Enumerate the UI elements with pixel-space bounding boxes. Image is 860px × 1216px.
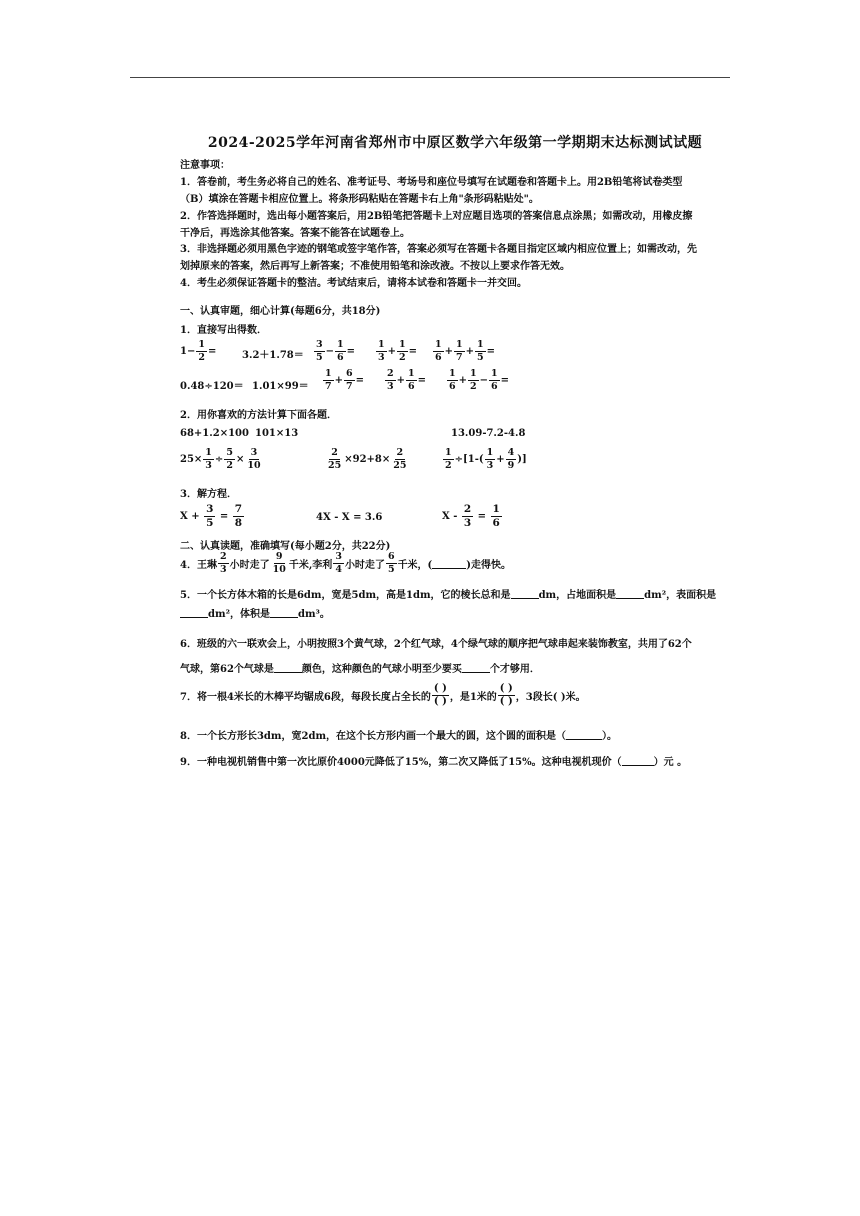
equation-1: X + $\frac{3}{5}$ = $\frac{7}{8}$ [180,503,243,529]
expr-9: $\frac{2}{3}$ + $\frac{1}{6}$ = [387,368,427,392]
q2-row-2 [180,446,730,486]
question-9: 9．一种电视机销售中第一次比原价4000元降低了15%，第二次又降低了15%。这种电视机现价（ ）元 。 [180,757,688,768]
section1-heading: 一、认真审题，细心计算(每题6分，共18分) [180,306,381,317]
answer-blank[interactable] [511,588,539,599]
expr-7: 1.01×99＝ [252,381,309,392]
question-6: 6．班级的六一联欢会上，小明按照3个黄气球，2个红气球，4个绿气球的顺序把气球串起来装饰教室，共用了62个 气球，第62个气球是 颜色，这种颜色的气球小明至少要买 个才够用． [180,639,692,675]
fraction: $\frac{1}{2}$ [198,339,205,363]
section2-heading: 二、认真读题，准确填写(每小题2分，共22分) [180,541,391,552]
calc-4: 25× $\frac{1}{3}$ ÷ $\frac{5}{2}$ × $\frac{3}{10}$ [180,447,261,471]
expr-8: $\frac{1}{7}$ + $\frac{6}{7}$ = [325,368,365,392]
expr-10: $\frac{1}{6}$ + $\frac{1}{2}$ − $\frac{1}{6}$ = [449,368,510,392]
answer-blank[interactable] [616,588,644,599]
question-5: 5．一个长方体木箱的长是6dm，宽是5dm，高是1dm，它的棱长总和是 dm，占地面积是 dm²，表面积是 dm²，体积是 dm³。 [180,590,717,620]
notice-item-3b: 划掉原来的答案，然后再写上新答案；不准使用铅笔和涂改液。不按以上要求作答无效。 [180,261,570,272]
page-title: 2024-2025学年河南省郑州市中原区数学六年级第一学期期末达标测试试题 [207,135,703,151]
answer-blank[interactable] [274,662,302,673]
notice-heading: 注意事项： [180,160,230,171]
question-8: 8．一个长方形长3dm，宽2dm，在这个长方形内画一个最大的圆，这个圆的面积是（ ）。 [180,731,618,742]
notice-item-4: 4．考生必须保证答题卡的整洁。考试结束后，请将本试卷和答题卡一并交回。 [180,278,527,289]
q2-row-1 [180,428,730,448]
expr-3: $\frac{3}{5}$ − $\frac{1}{6}$ = [316,339,356,363]
answer-blank[interactable] [566,729,602,740]
answer-blank[interactable] [622,755,654,766]
expr-4: $\frac{1}{3}$ + $\frac{1}{2}$ = [378,339,418,363]
answer-blank[interactable] [180,607,208,618]
calc-6: $\frac{1}{2}$ ÷[1-( $\frac{1}{3}$ + $\frac{4}{9}$ )] [445,447,527,471]
calc-2: 101×13 [255,428,299,439]
answer-fraction[interactable]: $\frac{( )}{( )}$ [499,683,513,707]
answer-blank[interactable] [462,662,490,673]
notice-item-2a: 2．作答选择题时，选出每小题答案后，用2B铅笔把答题卡上对应题目选项的答案信息点涂黑；如需改动，用橡皮擦 [180,211,693,222]
question-7: 7．将一根4米长的木棒平均锯成6段，每段长度占全长的 $\frac{( )}{( )}$ ，是1米的 $\frac{( )}{( )}$ ，3段长( )米。 [180,683,586,707]
notice-item-1b: （B）填涂在答题卡相应位置上。将条形码粘贴在答题卡右上角"条形码粘贴处"。 [180,194,539,205]
q3-row [180,502,730,542]
notice-item-1a: 1．答卷前，考生务必将自己的姓名、准考证号、考场号和座位号填写在试题卷和答题卡上。用2B铅笔将试卷类型 [180,177,683,188]
question-3: 3．解方程． [180,489,237,500]
answer-blank[interactable] [432,558,466,569]
answer-blank[interactable] [270,607,298,618]
equation-2: 4X - X = 3.6 [316,512,383,523]
question-1: 1．直接写出得数． [180,325,267,336]
expr-6: 0.48÷120＝ [180,381,244,392]
expr-2: 3.2＋1.78＝ [242,350,304,361]
calc-3: 13.09-7.2-4.8 [451,428,526,439]
equation-3: X - $\frac{2}{3}$ = $\frac{1}{6}$ [442,503,500,529]
notice-item-3a: 3．非选择题必须用黑色字迹的钢笔或签字笔作答，答案必须写在答题卡各题目指定区域内相应位置上；如需改动，先 [180,244,697,255]
question-4: 4．王琳 $\frac{2}{3}$ 小时走了 $\frac{9}{10}$ 千米,李利 $\frac{3}{4}$ 小时走了 $\frac{6}{5}$ 千米，( )走得快。 [180,551,512,575]
header-rule [130,77,730,78]
calc-1: 68+1.2×100 [180,428,249,439]
answer-fraction[interactable]: $\frac{( )}{( )}$ [433,683,447,707]
calc-5: $\frac{2}{25}$ ×92+8× $\frac{2}{25}$ [328,447,407,471]
expr-1: 1 − $\frac{1}{2}$ = [180,339,217,363]
q1-row-2 [180,367,730,407]
question-2: 2．用你喜欢的方法计算下面各题． [180,410,337,421]
notice-item-2b: 干净后，再选涂其他答案。答案不能答在试题卷上。 [180,228,410,239]
expr-5: $\frac{1}{6}$ + $\frac{1}{7}$ + $\frac{1}{5}$ = [435,339,496,363]
